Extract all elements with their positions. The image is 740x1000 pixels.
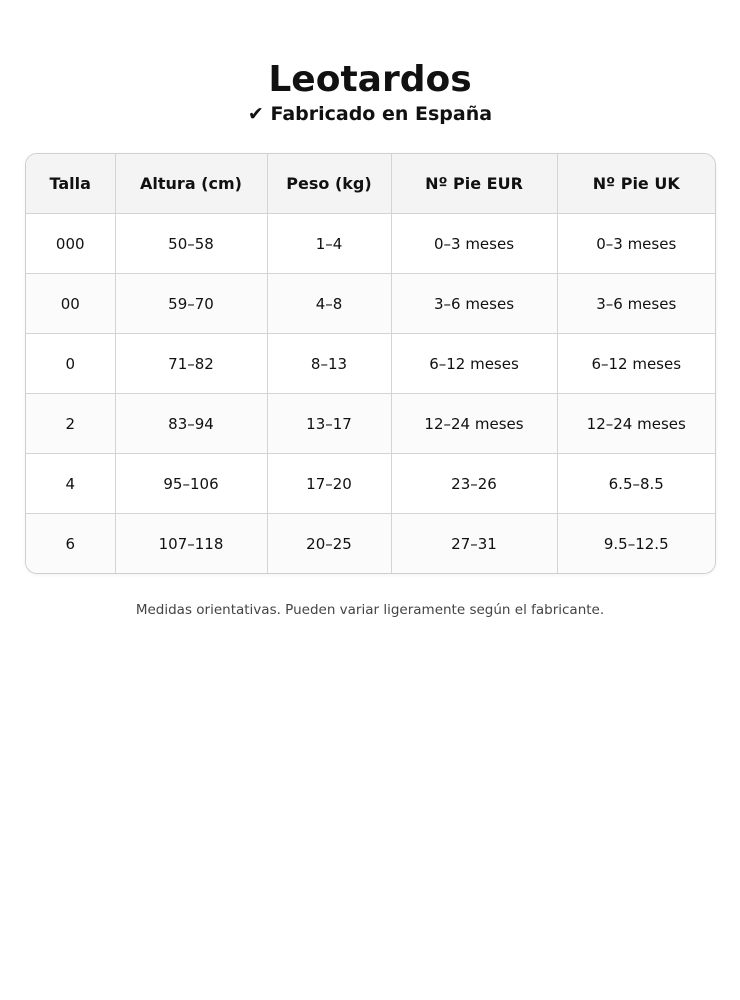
- header-talla: Talla: [26, 154, 115, 214]
- header-peso: Peso (kg): [267, 154, 391, 214]
- header-altura: Altura (cm): [115, 154, 267, 214]
- cell-peso: 20–25: [267, 514, 391, 574]
- page-header: [0, 58, 740, 126]
- cell-pie-eur: 27–31: [391, 514, 557, 574]
- cell-peso: 4–8: [267, 274, 391, 334]
- cell-altura: 59–70: [115, 274, 267, 334]
- made-in-spain-subtitle: ✔ Fabricado en España: [247, 103, 493, 125]
- table-row: [26, 334, 715, 394]
- cell-peso: 1–4: [267, 214, 391, 274]
- cell-peso: 17–20: [267, 454, 391, 514]
- cell-altura: 71–82: [115, 334, 267, 394]
- cell-talla: 00: [26, 274, 115, 334]
- table-row: [26, 394, 715, 454]
- table-row: [26, 274, 715, 334]
- page-title: Leotardos: [268, 59, 472, 100]
- cell-pie-eur: 23–26: [391, 454, 557, 514]
- header-pie-uk: Nº Pie UK: [557, 154, 715, 214]
- cell-pie-uk: 9.5–12.5: [557, 514, 715, 574]
- cell-pie-uk: 6.5–8.5: [557, 454, 715, 514]
- table-header-row: [26, 154, 715, 214]
- cell-pie-uk: 3–6 meses: [557, 274, 715, 334]
- cell-pie-uk: 0–3 meses: [557, 214, 715, 274]
- cell-pie-uk: 6–12 meses: [557, 334, 715, 394]
- cell-pie-eur: 0–3 meses: [391, 214, 557, 274]
- cell-talla: 4: [26, 454, 115, 514]
- cell-talla: 2: [26, 394, 115, 454]
- cell-talla: 6: [26, 514, 115, 574]
- cell-talla: 000: [26, 214, 115, 274]
- cell-pie-uk: 12–24 meses: [557, 394, 715, 454]
- disclaimer-note: Medidas orientativas. Pueden variar ligeramente según el fabricante.: [135, 602, 605, 618]
- size-table-container: [25, 153, 716, 574]
- table-row: [26, 214, 715, 274]
- table-row: [26, 514, 715, 574]
- cell-pie-eur: 12–24 meses: [391, 394, 557, 454]
- cell-pie-eur: 3–6 meses: [391, 274, 557, 334]
- cell-altura: 50–58: [115, 214, 267, 274]
- cell-altura: 107–118: [115, 514, 267, 574]
- cell-pie-eur: 6–12 meses: [391, 334, 557, 394]
- cell-peso: 8–13: [267, 334, 391, 394]
- cell-altura: 95–106: [115, 454, 267, 514]
- size-table: [26, 154, 715, 573]
- header-pie-eur: Nº Pie EUR: [391, 154, 557, 214]
- cell-talla: 0: [26, 334, 115, 394]
- cell-peso: 13–17: [267, 394, 391, 454]
- table-row: [26, 454, 715, 514]
- cell-altura: 83–94: [115, 394, 267, 454]
